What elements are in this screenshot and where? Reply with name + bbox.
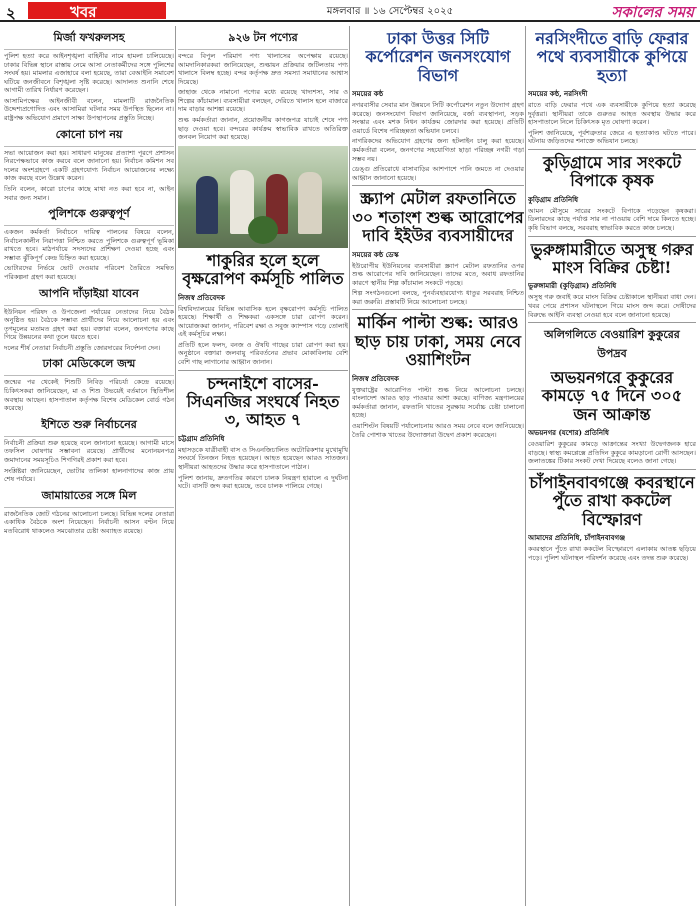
tree-planting-photo [178, 146, 348, 248]
headline: স্ক্র্যাপ মেটাল রফতানিতে ৩০ শতাংশ শুল্ক আরোপের দাবি ইইউর ব্যবসায়ীদের [352, 189, 524, 246]
article-kurigram-fertilizer[interactable] [528, 154, 696, 233]
headline: আপনি দাঁড়াইয়া যাবেন [4, 285, 174, 306]
article-body: পুলিশ হত্যা করে আইনশৃঙ্খলা বাহিনীর নামে হামলা চালিয়েছে। ঢাকার বিভিন্ন স্থানে রাস্তায় নেমে আসা নেতাকর্মীদের সঙ্গে পুলিশের সংঘর্ষ হয়। মামলার এজাহারে বলা হয়েছে, তারা বেআইনি সমাবেশ ঘটিয়ে জনজীবনে বিশৃঙ্খলা সৃষ্টি করেছে। আদালত শুনানি শেষে আগামী তারিখ নির্ধারণ করেছেন। [4, 52, 174, 95]
column-rule [525, 26, 526, 906]
divider [178, 370, 348, 371]
article-body: নাগরিকদের অভিযোগ গ্রহণের জন্য হটলাইন চালু করা হয়েছে। কর্মকর্তারা বলেন, জনগণের সহযোগিতা ছাড়া পরিচ্ছন্ন নগরী গড়া সম্ভব নয়। [352, 137, 524, 163]
article-body: আমন মৌসুমে সারের সংকটে বিপাকে পড়েছেন কৃষকরা। ডিলারদের কাছে পর্যাপ্ত সার না পাওয়ায় বেশি দামে কিনতে হচ্ছে। কৃষি বিভাগ বলছে, সরবরাহ স্বাভাবিক করতে কাজ চলছে। [528, 206, 696, 232]
article-body: তিনি বলেন, কারো চাপের কাছে মাথা নত করা হবে না, আইন সবার জন্য সমান। [4, 184, 174, 202]
article-election-start[interactable] [4, 416, 174, 484]
article-body: জন্মের পর থেকেই শিশুটি নিবিড় পরিচর্যা কেন্দ্রে রয়েছে। চিকিৎসকরা জানিয়েছেন, মা ও শিশু উভয়েই বর্তমানে স্থিতিশীল অবস্থায় আছেন। হাসপাতাল কর্তৃপক্ষ বিশেষ মেডিকেল বোর্ড গঠন করেছে। [4, 378, 174, 413]
headline: ঢাকা উত্তর সিটি কর্পোরেশন জনসংযোগ বিভাগ [365, 29, 511, 85]
article-chandanaish-accident[interactable] [178, 375, 348, 491]
article-us-tariff[interactable] [352, 314, 524, 439]
headline: অভয়নগরে কুকুরের কামড়ে ৭৫ দিনে ৩০৫ জন আক্রান্ত [541, 368, 683, 424]
headline: মির্জা ফখরুলসহ [4, 29, 174, 50]
article-body: ওয়াশিংটন বিষয়টি পর্যালোচনায় আরও সময় নেবে বলে জানিয়েছে। তৈরি পোশাক খাতের উদ্যোক্তারা উদ্বেগ প্রকাশ করেছেন। [352, 421, 524, 439]
article-body: রাজনৈতিক জোট গঠনের আলোচনা চলছে। বিভিন্ন দলের নেতারা একাধিক বৈঠকে অংশ নিয়েছেন। নির্বাচনী আসন বণ্টন নিয়ে মতবিরোধ থাকলেও সমঝোতার চেষ্টা অব্যাহত রয়েছে। [4, 509, 174, 535]
byline: কুড়িগ্রাম প্রতিনিধি [528, 194, 579, 204]
article-you-will-stand[interactable] [4, 285, 174, 353]
article-body: আসামিপক্ষের আইনজীবী বলেন, মামলাটি রাজনৈতিক উদ্দেশ্যপ্রণোদিত এবং আসামিরা ঘটনার সময় উপস্থিত ছিলেন না। রাষ্ট্রপক্ষ অভিযোগ প্রমাণে সাক্ষ্য উপস্থাপনের প্রস্তুতি নিচ্ছে। [4, 96, 174, 123]
article-body: বিশ্ববিদ্যালয়ের বিভিন্ন আবাসিক হলে বৃক্ষরোপণ কর্মসূচি পালিত হয়েছে। শিক্ষার্থী ও শিক্ষকরা একসঙ্গে চারা রোপণ করেন। আয়োজকরা জানান, পরিবেশ রক্ষা ও সবুজ ক্যাম্পাস গড়ে তোলাই এই কর্মসূচির লক্ষ্য। [178, 304, 348, 339]
column-4 [528, 26, 696, 906]
article-body: ইউনিয়ন পরিষদ ও উপজেলা পর্যায়ের নেতাদের নিয়ে বৈঠক অনুষ্ঠিত হয়। বৈঠকে সম্ভাব্য প্রার্থীদের নিয়ে আলোচনা হয় এবং তৃণমূলের মতামত গ্রহণ করা হয়। বক্তারা বলেন, জনগণের কাছে গিয়ে উন্নয়নের কথা তুলে ধরতে হবে। [4, 307, 174, 342]
column-1 [4, 26, 174, 906]
article-body: ডেঙ্গু প্রতিরোধে বাসাবাড়ির আশপাশে পানি জমতে না দেওয়ার আহ্বান জানানো হয়েছে। [352, 165, 524, 182]
byline: নিজস্ব প্রতিবেদক [352, 373, 399, 383]
headline: কুড়িগ্রামে সার সংকটে বিপাকে কৃষক [542, 153, 682, 191]
article-body: বন্দরে বিপুল পরিমাণ পণ্য খালাসের অপেক্ষায় রয়েছে। আমদানিকারকরা জানিয়েছেন, শুল্কায়ন প্রক্রিয়ার জটিলতায় পণ্য খালাসে বিলম্ব হচ্ছে। বন্দর কর্তৃপক্ষ দ্রুত সমস্যা সমাধানের আশ্বাস দিয়েছে। [178, 52, 348, 86]
divider [352, 185, 524, 186]
newspaper-logo: সকালের সময় [611, 3, 694, 21]
headline: জামায়াতের সঙ্গে মিল [4, 487, 174, 508]
article-body: অসুস্থ গরু জবাই করে মাংস বিক্রির চেষ্টাকালে স্থানীয়রা বাধা দেন। খবর পেয়ে প্রশাসন ঘটনাস্থলে গিয়ে মাংস জব্দ করে। দোষীদের বিরুদ্ধে আইনি ব্যবস্থা নেওয়া হবে বলে জানানো হয়েছে। [528, 293, 696, 319]
byline: নিজস্ব প্রতিবেদক [178, 292, 225, 302]
article-body: দলের শীর্ষ নেতারা নির্বাচনী প্রস্তুতি জোরদারের নির্দেশনা দেন। [4, 343, 161, 352]
article-body: মহাসড়কে যাত্রীবাহী বাস ও সিএনজিচালিত অটোরিকশার মুখোমুখি সংঘর্ষে তিনজন নিহত হয়েছেন। আহত হয়েছেন আরও সাতজন। স্থানীয়রা আহতদের উদ্ধার করে হাসপাতালে পাঠান। [178, 445, 348, 471]
article-926-tons[interactable] [178, 29, 348, 142]
divider [352, 309, 524, 310]
headline: চন্দনাইশে বাসের-সিএনজির সংঘর্ষে নিহত ৩, আহত ৭ [186, 373, 340, 430]
article-body: প্রতিটি হলে ফলদ, বনজ ও ঔষধি গাছের চারা রোপণ করা হয়। অনুষ্ঠানে বক্তারা জলবায়ু পরিবর্তনের প্রভাব মোকাবিলায় বেশি বেশি গাছ লাগানোর আহ্বান জানান। [178, 340, 348, 367]
byline: সময়ের কন্ঠ, নরসিংদী [528, 89, 588, 99]
headline: শাকুরির হলে হলে বৃক্ষরোপণ কর্মসূচি পালিত [182, 250, 344, 289]
section-name: খবর [70, 3, 97, 21]
masthead [0, 0, 700, 22]
headline: মার্কিন পাল্টা শুল্ক: আরও ছাড় চায় ঢাকা, সময় নেবে ওয়াশিংটন [354, 313, 522, 370]
article-body: বেওয়ারিশ কুকুরের কামড়ে আক্রান্তের সংখ্যা উদ্বেগজনক হারে বাড়ছে। স্বাস্থ্য কমপ্লেক্সে প্রতিদিন কুকুরে কামড়ানো রোগী আসছেন। জলাতঙ্কের টিকার সংকট দেখা দিয়েছে বলেও জানা গেছে। [528, 440, 696, 466]
article-dog-bites[interactable] [528, 326, 696, 466]
article-body: কবরস্থানে পুঁতে রাখা ককটেল বিস্ফোরণে এলাকায় আতঙ্ক ছড়িয়ে পড়ে। পুলিশ ঘটনাস্থল পরিদর্শন করেছে এবং তদন্ত শুরু করেছে। [528, 545, 696, 562]
column-3 [352, 26, 524, 906]
divider [528, 322, 696, 323]
headline: ভুরুঙ্গামারীতে অসুস্থ গরুর মাংস বিক্রির চেষ্টা! [530, 239, 694, 277]
byline: ভুরুঙ্গামারী (কুড়িগ্রাম) প্রতিনিধি [528, 281, 617, 291]
column-rule [175, 26, 176, 906]
article-jamaat-alliance[interactable] [4, 487, 174, 536]
article-body: ইউরোপীয় ইউনিয়নের ব্যবসায়ীরা স্ক্র্যাপ মেটাল রফতানির ওপর শুল্ক আরোপের দাবি জানিয়েছেন। তাদের মতে, অবাধ রফতানির কারণে স্থানীয় শিল্প কাঁচামাল সংকটে পড়ছে। [352, 261, 524, 287]
headline: নরসিংদীতে বাড়ি ফেরার পথে ব্যবসায়ীকে কুপিয়ে হত্যা [535, 29, 689, 85]
article-mirza-fakhrul[interactable] [4, 29, 174, 123]
article-body: যুক্তরাষ্ট্রের আরোপিত পাল্টা শুল্ক নিয়ে আলোচনা চলছে। বাংলাদেশ আরও ছাড় পাওয়ার আশা করছে। বাণিজ্য মন্ত্রণালয়ের কর্মকর্তারা জানান, রফতানি খাতের সুরক্ষায় সর্বোচ্চ চেষ্টা চালানো হচ্ছে। [352, 385, 524, 420]
headline: চাঁপাইনবাবগঞ্জে কবরস্থানে পুঁতে রাখা ককটেল বিস্ফোরণ [529, 473, 695, 529]
divider [528, 469, 696, 470]
article-body: একজন কর্মকর্তা নির্বাচনে দায়িত্ব পালনের বিষয়ে বলেন, নির্বাচনকালীন নিরাপত্তা নিশ্চিত করতে পুলিশকে গুরুত্বপূর্ণ ভূমিকা রাখতে হবে। মাঠপর্যায়ে সদস্যদের প্রশিক্ষণ দেওয়া হচ্ছে এবং সম্ভাব্য ঝুঁকিপূর্ণ কেন্দ্র চিহ্নিত করা হয়েছে। [4, 228, 174, 262]
page-number: ২ [6, 4, 16, 22]
byline: আমাদের প্রতিনিধি, চাঁপাইনবাবগঞ্জ [528, 533, 626, 543]
article-police-important[interactable] [4, 205, 174, 281]
article-sick-cattle-meat[interactable] [528, 241, 696, 320]
article-body: পুলিশ জানিয়েছে, পূর্বশত্রুতার জেরে এ হত্যাকাণ্ড ঘটতে পারে। ঘটনায় জড়িতদের শনাক্তে অভিযান চলছে। [528, 128, 696, 146]
article-body: শিল্প সংগঠনগুলো বলছে, পুনর্ব্যবহারযোগ্য ধাতুর সরবরাহ নিশ্চিত করা জরুরি। প্রস্তাবটি নিয়ে আলোচনা চলছে। [352, 289, 524, 306]
section-banner [28, 2, 166, 19]
headline: ইশিতে শুরু নির্বাচনের [4, 416, 174, 437]
article-dhaka-medical[interactable] [4, 355, 174, 412]
divider [528, 149, 696, 150]
headline: ঢাকা মেডিকেলে জন্ম [4, 355, 174, 376]
article-body: নির্বাচনী প্রক্রিয়া শুরু হয়েছে বলে জানানো হয়েছে। আগামী মাসে তফসিল ঘোষণার সম্ভাবনা রয়েছে। প্রার্থীদের মনোনয়নপত্র জমাদানের সময়সূচিও শিগগিরই প্রকাশ করা হবে। [4, 438, 174, 464]
article-body: পুলিশ জানায়, দ্রুতগতির কারণে চালক নিয়ন্ত্রণ হারালে এ দুর্ঘটনা ঘটে। বাসটি জব্দ করা হয়েছে, তবে চালক পালিয়ে গেছে। [178, 473, 348, 491]
dateline: মঙ্গলবার ॥ ১৬ সেপ্টেম্বর ২০২৫ [326, 6, 454, 17]
article-tree-planting[interactable] [178, 252, 348, 367]
byline: চট্টগ্রাম প্রতিনিধি [178, 433, 225, 443]
article-body: সভা আয়োজন করা হয়। সাধারণ মানুষের প্রত্যাশা পূরণে প্রশাসন নিরপেক্ষভাবে কাজ করবে বলে জানানো হয়। নির্বাচন কমিশন সব দলের অংশগ্রহণে একটি গ্রহণযোগ্য নির্বাচন আয়োজনের লক্ষ্যে কাজ করছে বলে উল্লেখ করেন। [4, 148, 174, 183]
article-scrap-metal[interactable] [352, 190, 524, 306]
article-body: রাতে বাড়ি ফেরার পথে এক ব্যবসায়ীকে কুপিয়ে হত্যা করেছে দুর্বৃত্তরা। স্থানীয়রা তাকে গুরুতর আহত অবস্থায় উদ্ধার করে হাসপাতালে নিলে চিকিৎসক মৃত ঘোষণা করেন। [528, 101, 696, 127]
column-2 [178, 26, 348, 906]
byline: অভয়নগর (যশোর) প্রতিনিধি [528, 428, 609, 438]
article-body: সংশ্লিষ্টরা জানিয়েছেন, ভোটার তালিকা হালনাগাদের কাজ প্রায় শেষ পর্যায়ে। [4, 466, 174, 484]
article-cocktail-explosion[interactable] [528, 474, 696, 562]
headline: ৯২৬ টন পণ্যের [178, 29, 348, 50]
article-no-pressure[interactable] [4, 126, 174, 202]
article-body: জাহাজ থেকে নামানো পণ্যের মধ্যে রয়েছে খাদ্যশস্য, সার ও শিল্পের কাঁচামাল। ব্যবসায়ীরা বলছেন, দেরিতে খালাস হলে বাজারে দাম বাড়ার আশঙ্কা রয়েছে। [178, 88, 348, 114]
headline: পুলিশকে গুরুত্বপূর্ণ [4, 205, 174, 226]
byline: সময়ের কন্ঠ [352, 89, 384, 99]
headline: কোনো চাপ নয় [4, 126, 174, 147]
column-rule [349, 26, 350, 906]
kicker: অলিগলিতে বেওয়ারিশ কুকুরের উপদ্রব [544, 328, 680, 361]
article-dncc-pr[interactable] [352, 30, 524, 182]
article-narsingdi-murder[interactable] [528, 30, 696, 146]
divider [528, 236, 696, 237]
article-body: ভোটারদের নির্ভয়ে ভোট দেওয়ার পরিবেশ তৈরিতে সমন্বিত পরিকল্পনা গ্রহণ করা হয়েছে। [4, 264, 174, 281]
article-body: নগরবাসীর সেবার মান উন্নয়নে সিটি কর্পোরেশন নতুন উদ্যোগ গ্রহণ করেছে। জনসংযোগ বিভাগ জানিয়েছে, বর্জ্য ব্যবস্থাপনা, সড়ক সংস্কার এবং মশক নিধন কার্যক্রম জোরদার করা হয়েছে। প্রতিটি ওয়ার্ডে বিশেষ পরিচ্ছন্নতা অভিযান চলবে। [352, 101, 524, 135]
byline: সময়ের কন্ঠ ডেস্ক [352, 249, 399, 259]
article-body: শুল্ক কর্মকর্তারা জানান, প্রয়োজনীয় কাগজপত্র যাচাই শেষে পণ্য ছাড় দেওয়া হবে। বন্দরের কার্যক্রম স্বাভাবিক রাখতে অতিরিক্ত জনবল নিয়োগ করা হয়েছে। [178, 116, 348, 142]
